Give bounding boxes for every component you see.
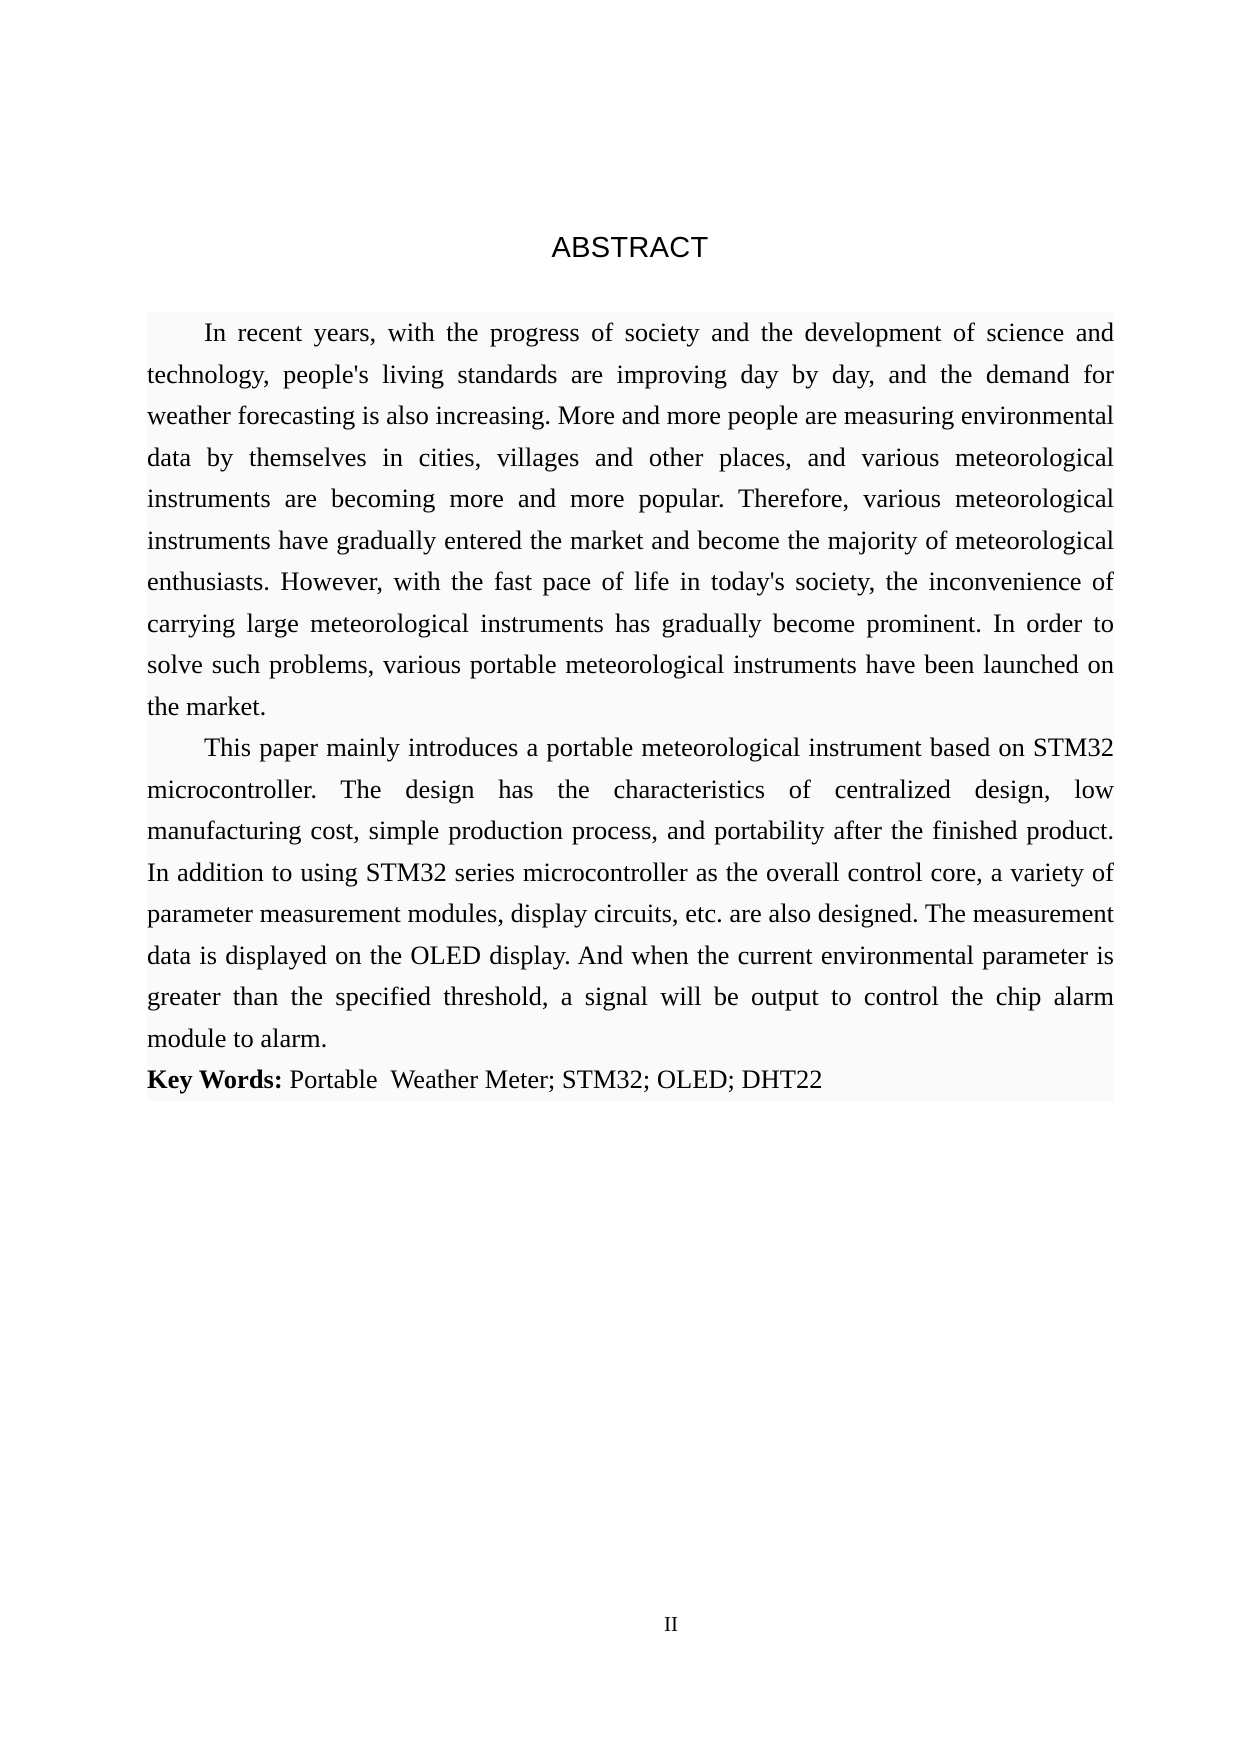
keywords-label: Key Words: (147, 1064, 283, 1094)
abstract-body (147, 312, 1114, 1101)
page-number: II (664, 1612, 678, 1636)
abstract-paragraph-2: This paper mainly introduces a portable meteorological instrument based on STM32 microcontroller. The design has the characteristics of centralized design, low manufacturing cost, simple production process, and portability after the finished product. In addition to using STM32 series microcontroller as the overall control core, a variety of parameter measurement modules, display circuits, etc. are also designed. The measurement data is displayed on the OLED display. And when the current environmental parameter is greater than the specified threshold, a signal will be output to control the chip alarm module to alarm. (147, 732, 1114, 1053)
keywords-value: Portable Weather Meter; STM32; OLED; DHT22 (289, 1064, 823, 1094)
abstract-title: ABSTRACT (551, 232, 709, 264)
abstract-paragraph-1: In recent years, with the progress of society and the development of science and technology, people's living standards are improving day by day, and the demand for weather forecasting is also increasing. More and more people are measuring environmental data by themselves in cities, villages and other places, and various meteorological instruments are becoming more and more popular. Therefore, various meteorological instruments have gradually entered the market and become the majority of meteorological enthusiasts. However, with the fast pace of life in today's society, the inconvenience of carrying large meteorological instruments has gradually become prominent. In order to solve such problems, various portable meteorological instruments have been launched on the market. (147, 317, 1114, 721)
keywords-line (147, 1059, 1114, 1101)
